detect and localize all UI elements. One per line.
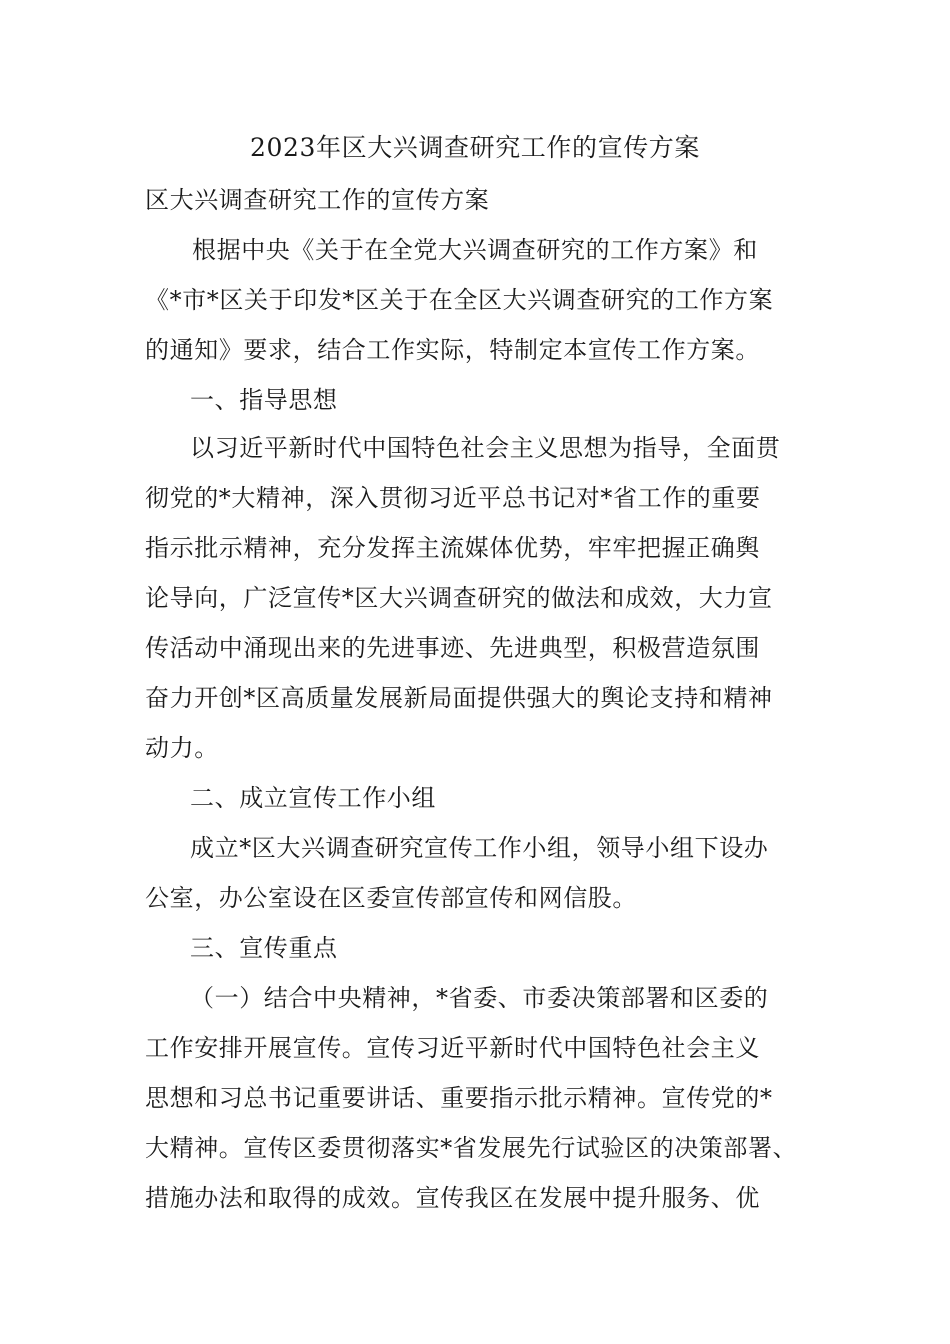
paragraph-line: 大精神。宣传区委贯彻落实*省发展先行试验区的决策部署、 — [145, 1134, 798, 1162]
paragraph-line: 指示批示精神，充分发挥主流媒体优势，牢牢把握正确舆 — [145, 534, 760, 562]
paragraph-line: 动力。 — [145, 734, 219, 762]
paragraph-line: 思想和习总书记重要讲话、重要指示批示精神。宣传党的* — [145, 1084, 773, 1112]
paragraph-line: 彻党的*大精神，深入贯彻习近平总书记对*省工作的重要 — [145, 484, 761, 512]
section-heading: 二、成立宣传工作小组 — [190, 784, 436, 812]
paragraph-line: 根据中央《关于在全党大兴调查研究的工作方案》和 — [192, 236, 758, 264]
paragraph-line: 《*市*区关于印发*区关于在全区大兴调查研究的工作方案 — [145, 286, 774, 314]
paragraph-line: 措施办法和取得的成效。宣传我区在发展中提升服务、优 — [145, 1184, 760, 1212]
section-heading: 一、指导思想 — [190, 386, 338, 414]
paragraph-line: 以习近平新时代中国特色社会主义思想为指导，全面贯 — [190, 434, 781, 462]
paragraph-line: 的通知》要求，结合工作实际，特制定本宣传工作方案。 — [145, 336, 760, 364]
document-subtitle: 区大兴调查研究工作的宣传方案 — [145, 186, 490, 214]
paragraph-line: 传活动中涌现出来的先进事迹、先进典型，积极营造氛围 — [145, 634, 760, 662]
paragraph-line: 奋力开创*区高质量发展新局面提供强大的舆论支持和精神 — [145, 684, 773, 712]
document-title: 2023年区大兴调查研究工作的宣传方案 — [249, 133, 701, 162]
paragraph-line: 工作安排开展宣传。宣传习近平新时代中国特色社会主义 — [145, 1034, 760, 1062]
paragraph-line: （一）结合中央精神，*省委、市委决策部署和区委的 — [190, 984, 769, 1012]
section-heading: 三、宣传重点 — [190, 934, 338, 962]
paragraph-line: 论导向，广泛宣传*区大兴调查研究的做法和成效，大力宣 — [145, 584, 773, 612]
paragraph-line: 成立*区大兴调查研究宣传工作小组，领导小组下设办 — [190, 834, 769, 862]
paragraph-line: 公室，办公室设在区委宣传部宣传和网信股。 — [145, 884, 637, 912]
